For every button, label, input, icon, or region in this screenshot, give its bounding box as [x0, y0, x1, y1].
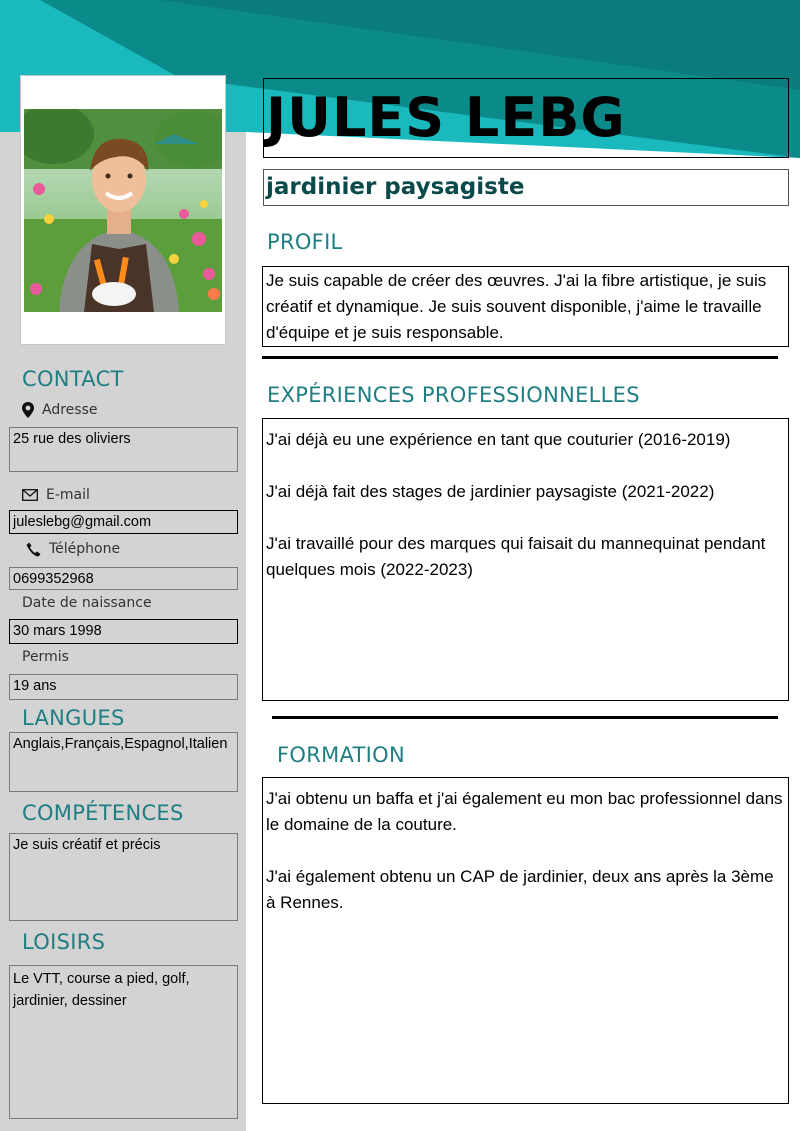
address-label-row — [22, 402, 97, 418]
experience-item: J'ai déjà fait des stages de jardinier paysagiste (2021-2022) — [266, 482, 715, 501]
phone-label-row — [26, 541, 120, 557]
hobbies-title: LOISIRS — [22, 930, 106, 954]
profile-photo-frame — [20, 75, 226, 345]
contact-title: CONTACT — [22, 367, 124, 391]
experience-text-box — [262, 418, 789, 701]
education-title: FORMATION — [277, 743, 406, 767]
education-item: J'ai également obtenu un CAP de jardinier, deux ans après la 3ème à Rennes. — [266, 867, 774, 912]
phone-field: 0699352968 — [9, 567, 238, 590]
email-field: juleslebg@gmail.com — [9, 510, 238, 534]
name-box — [263, 78, 789, 158]
license-label-text: Permis — [22, 649, 69, 665]
education-item: J'ai obtenu un baffa et j'ai également eu mon bac professionnel dans le domaine de la couture. — [266, 789, 783, 834]
candidate-name: JULES LEBG — [266, 86, 626, 149]
email-label-row — [22, 487, 90, 503]
languages-field: Anglais,Français,Espagnol,Italien — [9, 732, 238, 792]
profile-photo — [24, 109, 222, 312]
job-title-box — [263, 169, 789, 206]
license-field: 19 ans — [9, 674, 238, 700]
job-title: jardinier paysagiste — [266, 174, 525, 200]
divider — [262, 356, 778, 359]
hobbies-field: Le VTT, course a pied, golf, jardinier, dessiner — [9, 965, 238, 1119]
education-text-box — [262, 777, 789, 1104]
birth-date-label — [22, 595, 152, 611]
email-label: E-mail — [46, 487, 90, 503]
birth-date-field: 30 mars 1998 — [9, 619, 238, 644]
skills-title: COMPÉTENCES — [22, 801, 184, 825]
divider — [272, 716, 778, 719]
address-field: 25 rue des oliviers — [9, 427, 238, 472]
birth-date-label-text: Date de naissance — [22, 595, 152, 611]
languages-title: LANGUES — [22, 706, 125, 730]
experience-item: J'ai travaillé pour des marques qui faisait du mannequinat pendant quelques mois (2022-2023) — [266, 534, 766, 579]
address-label: Adresse — [42, 402, 98, 418]
phone-icon — [26, 542, 41, 557]
profile-text-box — [262, 266, 789, 347]
experience-title: EXPÉRIENCES PROFESSIONNELLES — [267, 383, 640, 407]
profile-text: Je suis capable de créer des œuvres. J'ai la fibre artistique, je suis créatif et dynamique. Je suis souvent disponible, j'aime le travaille d'équipe et je suis responsable. — [266, 271, 767, 342]
license-label — [22, 649, 69, 665]
envelope-icon — [22, 489, 38, 501]
phone-label: Téléphone — [49, 541, 121, 557]
skills-field: Je suis créatif et précis — [9, 833, 238, 921]
location-pin-icon — [22, 402, 34, 418]
profile-title: PROFIL — [267, 230, 343, 254]
experience-item: J'ai déjà eu une expérience en tant que couturier (2016-2019) — [266, 430, 731, 449]
